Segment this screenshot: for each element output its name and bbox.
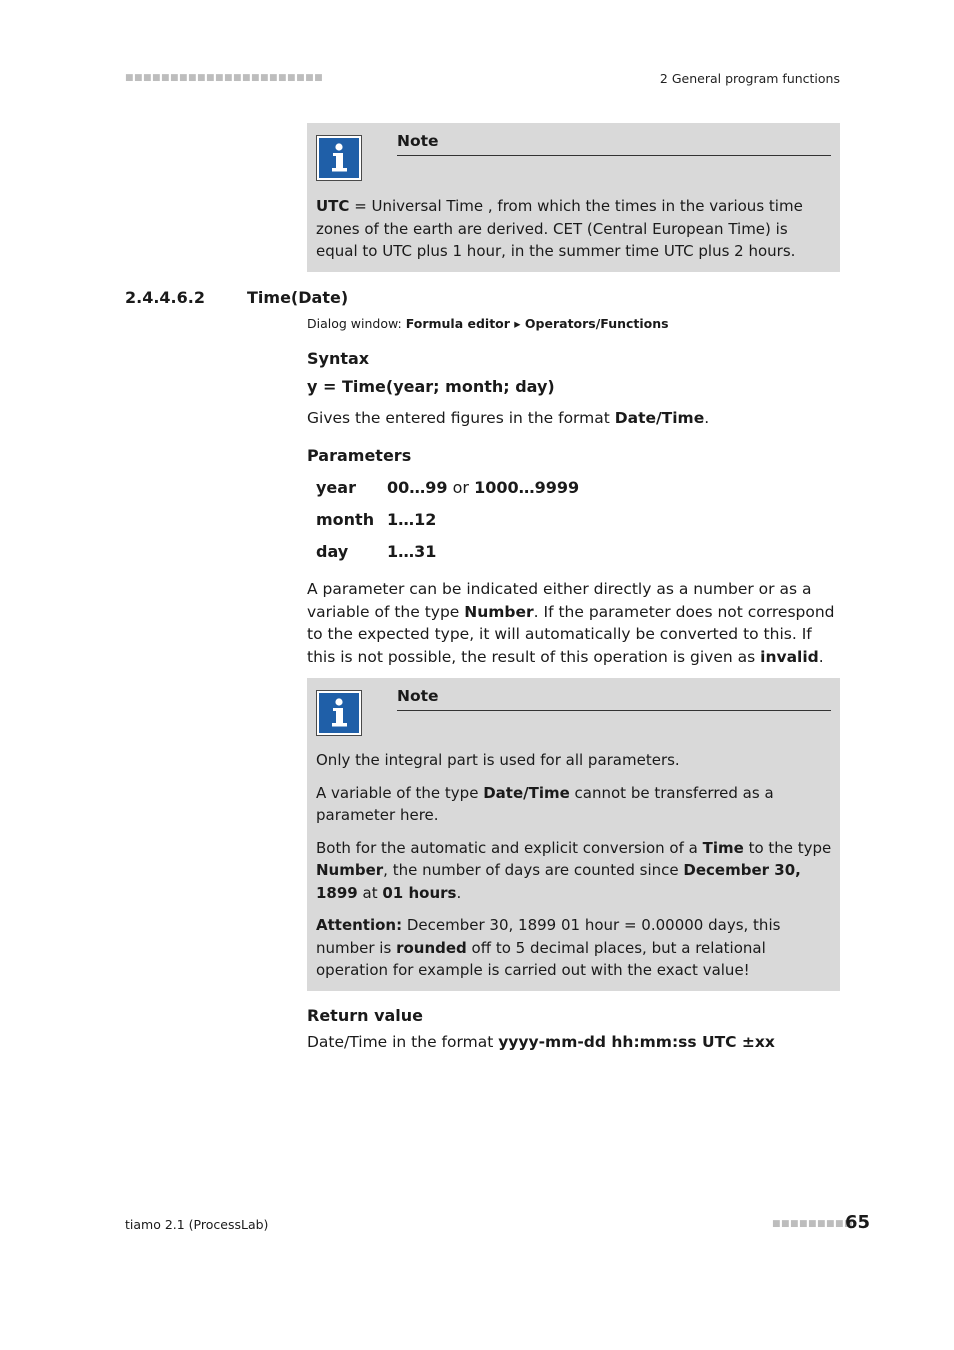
note-p3-date: December 30, 1899 bbox=[316, 861, 801, 902]
param-day-range: 1…31 bbox=[387, 542, 437, 561]
note-rounded: rounded bbox=[396, 938, 467, 957]
header-decoration: ■■■■■■■■■■■■■■■■■■■■■■ bbox=[125, 73, 324, 83]
note-title: Note bbox=[397, 132, 831, 156]
syntax-formula: y = Time(year; month; day) bbox=[307, 377, 555, 396]
note-p3-a: Both for the automatic and explicit conversion of a bbox=[316, 838, 703, 857]
syntax-description bbox=[307, 409, 709, 427]
note-paragraph-3 bbox=[316, 837, 832, 905]
note-p4-b: December 30, 1899 01 hour = 0.00000 days, this number is bbox=[316, 916, 781, 957]
utc-definition: = Universal Time , from which the times in the various time zones of the earth are derived. CET (Central European Time) is equal to UTC plus 1 hour, in the summer time UTC plus 2 hours. bbox=[316, 197, 803, 260]
note-paragraph-1: Only the integral part is used for all parameters. bbox=[316, 751, 680, 769]
dialog-location: Formula editor ▸ Operators/Functions bbox=[405, 316, 669, 331]
para-invalid: invalid bbox=[760, 647, 819, 666]
note-p3-g: at bbox=[357, 883, 383, 902]
note-text bbox=[316, 749, 832, 992]
note-p3-number: Number bbox=[316, 861, 384, 879]
note-p3-e: , the number of days are counted since bbox=[383, 861, 684, 879]
param-name-day: day bbox=[316, 542, 349, 561]
note-box bbox=[307, 123, 840, 272]
param-year-range1: 00…99 bbox=[387, 478, 448, 497]
footer-decoration: ■■■■■■■■■ bbox=[772, 1219, 854, 1229]
section-title: Time(Date) bbox=[247, 288, 349, 307]
page-number: 65 bbox=[845, 1212, 871, 1233]
param-name-month: month bbox=[316, 510, 375, 529]
note-p2-type: Date/Time bbox=[483, 783, 570, 802]
note-p3-hours: 01 hours bbox=[382, 883, 457, 902]
para-text-c: . If the parameter does not correspond to the expected type, it will automatically be converted to this. If this is not possible, the result of this operation is given as bbox=[307, 602, 835, 666]
param-value-day bbox=[387, 542, 436, 561]
para-type-number: Number bbox=[464, 602, 534, 621]
note-p3-c: to the type bbox=[743, 838, 832, 857]
return-format: yyyy-mm-dd hh:mm:ss UTC ±xx bbox=[498, 1033, 775, 1051]
return-value-heading: Return value bbox=[307, 1006, 424, 1025]
note-paragraph-4 bbox=[316, 914, 832, 982]
chapter-title: 2 General program functions bbox=[659, 71, 840, 86]
note-text bbox=[316, 195, 832, 273]
note-p3-time: Time bbox=[702, 838, 744, 857]
parameters-heading: Parameters bbox=[307, 446, 412, 465]
note-box bbox=[307, 678, 840, 991]
section-number: 2.4.4.6.2 bbox=[125, 288, 205, 307]
product-name: tiamo 2.1 (ProcessLab) bbox=[125, 1217, 269, 1232]
note-p3-end: . bbox=[456, 883, 462, 902]
note-title: Note bbox=[397, 687, 831, 711]
return-prefix: Date/Time in the format bbox=[307, 1033, 499, 1051]
syntax-desc-end: . bbox=[704, 409, 710, 427]
para-text-a: A parameter can be indicated either directly as a number or as a variable of the type bbox=[307, 580, 812, 621]
note-paragraph-2 bbox=[316, 782, 832, 827]
param-year-range2: 1000…9999 bbox=[474, 478, 580, 497]
info-icon bbox=[316, 690, 362, 736]
dialog-path bbox=[307, 316, 669, 331]
param-name-year: year bbox=[316, 478, 356, 497]
note-attention: Attention: bbox=[316, 916, 403, 934]
para-text-e: . bbox=[818, 647, 824, 666]
param-value-month bbox=[387, 510, 436, 529]
note-p2-text: A variable of the type bbox=[316, 783, 484, 802]
syntax-desc-format: Date/Time bbox=[614, 409, 705, 427]
syntax-heading: Syntax bbox=[307, 349, 370, 368]
parameter-conversion-paragraph bbox=[307, 578, 842, 668]
info-icon bbox=[316, 135, 362, 181]
note-p4-d: off to 5 decimal places, but a relational operation for example is carried out with the exact value! bbox=[316, 938, 766, 979]
dialog-prefix: Dialog window: bbox=[307, 316, 406, 331]
syntax-desc-text: Gives the entered figures in the format bbox=[307, 409, 615, 427]
return-value-description bbox=[307, 1033, 775, 1051]
param-year-or: or bbox=[447, 478, 475, 497]
param-value-year bbox=[387, 478, 579, 497]
param-month-range: 1…12 bbox=[387, 510, 437, 529]
note-p2-end: cannot be transferred as a parameter here. bbox=[316, 783, 774, 824]
utc-term: UTC bbox=[316, 197, 350, 215]
